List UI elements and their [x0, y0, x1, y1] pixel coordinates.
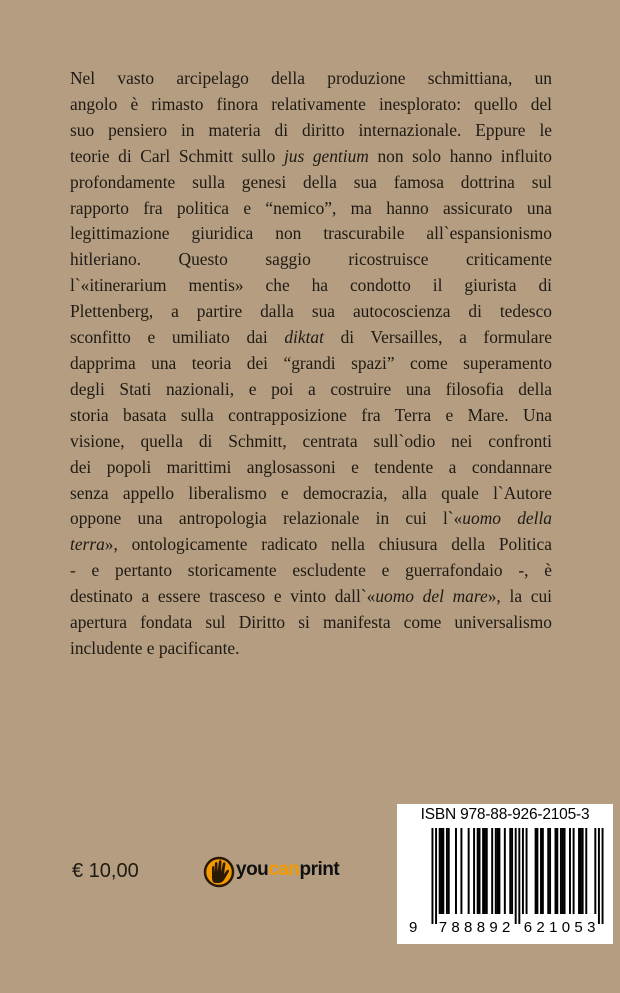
barcode-bar	[526, 828, 528, 914]
barcode-bar	[486, 828, 488, 914]
barcode-bar	[573, 828, 575, 914]
blurb-line: storia basata sulla contrapposizione fra Terra e Mare. Una	[70, 404, 552, 425]
barcode-bar	[598, 828, 600, 924]
ean-digit: 9	[409, 919, 418, 936]
blurb-line: legittimazione giuridica non trascurabile all`espansionismo	[70, 223, 552, 244]
barcode-bar	[564, 828, 566, 914]
ean-digit: 2	[536, 919, 545, 936]
blurb-line: rapporto fra politica e “nemico”, ma hanno assicurato una	[70, 197, 552, 218]
barcode-bar	[442, 828, 444, 914]
blurb-line: visione, quella di Schmitt, centrata sull`odio nei confronti	[70, 430, 552, 451]
ean-digit: 5	[574, 919, 583, 936]
barcode-bar	[468, 828, 470, 914]
isbn-barcode-box	[397, 804, 613, 944]
barcode-bar	[562, 828, 564, 914]
barcode-bar	[431, 828, 433, 924]
barcode-bar	[484, 828, 486, 914]
barcode-bar	[511, 828, 513, 914]
blurb-line: senza appello liberalismo e democrazia, alla quale l`Autore	[70, 482, 552, 503]
barcode-bar	[455, 828, 457, 914]
blurb-line: dapprima una teoria dei “grandi spazi” come superamento	[70, 352, 552, 373]
blurb-line: degli Stati nazionali, e poi a costruire una filosofia della	[70, 378, 552, 399]
publisher-name: youcanprint	[236, 859, 340, 880]
barcode-bar	[435, 828, 437, 924]
ean-digit: 9	[489, 919, 498, 936]
blurb-line: includente e pacificante.	[70, 637, 240, 658]
blurb-line: sconfitto e umiliato dai diktat di Versailles, a formulare	[70, 327, 552, 348]
barcode-bar	[509, 828, 511, 914]
barcode-bar	[446, 828, 448, 914]
barcode-bar	[504, 828, 506, 914]
ean-digit: 7	[438, 919, 448, 936]
blurb-line: oppone una antropologia relazionale in cui l`«uomo della	[70, 508, 553, 529]
ean-digit: 3	[587, 919, 596, 936]
ean-digits	[397, 919, 613, 939]
ean-digit: 2	[502, 919, 511, 936]
barcode-bar	[540, 828, 542, 914]
barcode-bar	[479, 828, 481, 914]
barcode-bar	[441, 828, 443, 914]
barcode-bar	[515, 828, 517, 924]
barcode-bar	[522, 828, 524, 914]
barcode-bar	[518, 828, 520, 924]
blurb-line: destinato a essere trasceso e vinto dall`«uomo del mare», la cui	[70, 586, 552, 607]
barcode-bar	[580, 828, 582, 914]
barcode-bar	[569, 828, 571, 914]
blurb-line: apertura fondata sul Diritto si manifesta come universalismo	[70, 612, 552, 633]
ean-digit: 8	[476, 919, 486, 936]
publisher-logo	[203, 852, 353, 892]
barcode-bar	[542, 828, 544, 914]
blurb-line: teorie di Carl Schmitt sullo jus gentium non solo hanno influito	[70, 145, 552, 166]
barcode-bar	[460, 828, 462, 914]
barcode-bar	[560, 828, 562, 914]
blurb-line: dei popoli marittimi anglosassoni e tendente a condannare	[70, 456, 552, 477]
ean-digit: 6	[523, 919, 533, 936]
barcode-bar	[491, 828, 493, 914]
ean-digit: 8	[464, 919, 473, 936]
barcode-bar	[547, 828, 549, 914]
blurb-line: Plettenberg, a partire dalla sua autocoscienza di tedesco	[70, 301, 552, 322]
barcode-bar	[495, 828, 497, 914]
blurb-line: hitleriano. Questo saggio ricostruisce criticamente	[70, 249, 552, 270]
barcode-bar	[448, 828, 450, 914]
ean13-barcode	[407, 828, 607, 924]
book-blurb	[70, 66, 552, 662]
blurb-line: l`«itinerarium mentis» che ha condotto il giurista di	[70, 275, 552, 296]
barcode-bar	[536, 828, 538, 914]
barcode-bar	[482, 828, 484, 914]
blurb-line: angolo è rimasto finora relativamente inesplorato: quello del	[70, 93, 552, 114]
hand-circle-icon	[203, 852, 237, 892]
barcode-bar	[578, 828, 580, 914]
barcode-bar	[473, 828, 475, 914]
barcode-bar	[497, 828, 499, 914]
blurb-line: terra», ontologicamente radicato nella chiusura della Politica	[70, 534, 552, 555]
barcode-bar	[594, 828, 596, 914]
ean-digit: 1	[549, 919, 558, 936]
blurb-line: suo pensiero in materia di diritto internazionale. Eppure le	[70, 119, 552, 140]
ean-digit: 8	[451, 919, 460, 936]
barcode-bar	[549, 828, 551, 914]
barcode-bar	[602, 828, 604, 924]
blurb-line: Nel vasto arcipelago della produzione schmittiana, un	[70, 68, 552, 88]
barcode-bar	[439, 828, 441, 914]
barcode-bar	[535, 828, 537, 914]
barcode-bar	[556, 828, 558, 914]
barcode-bar	[585, 828, 587, 914]
ean-digit: 0	[561, 919, 571, 936]
isbn-label: ISBN 978-88-926-2105-3	[420, 806, 590, 823]
barcode-bar	[582, 828, 584, 914]
barcode-bar	[555, 828, 557, 914]
price: € 10,00	[72, 860, 139, 882]
barcode-bar	[498, 828, 500, 914]
barcode-bar	[477, 828, 479, 914]
blurb-line: profondamente sulla genesi della sua famosa dottrina sul	[70, 171, 552, 192]
blurb-line: - e pertanto storicamente escludente e guerrafondaio -, è	[70, 560, 552, 581]
